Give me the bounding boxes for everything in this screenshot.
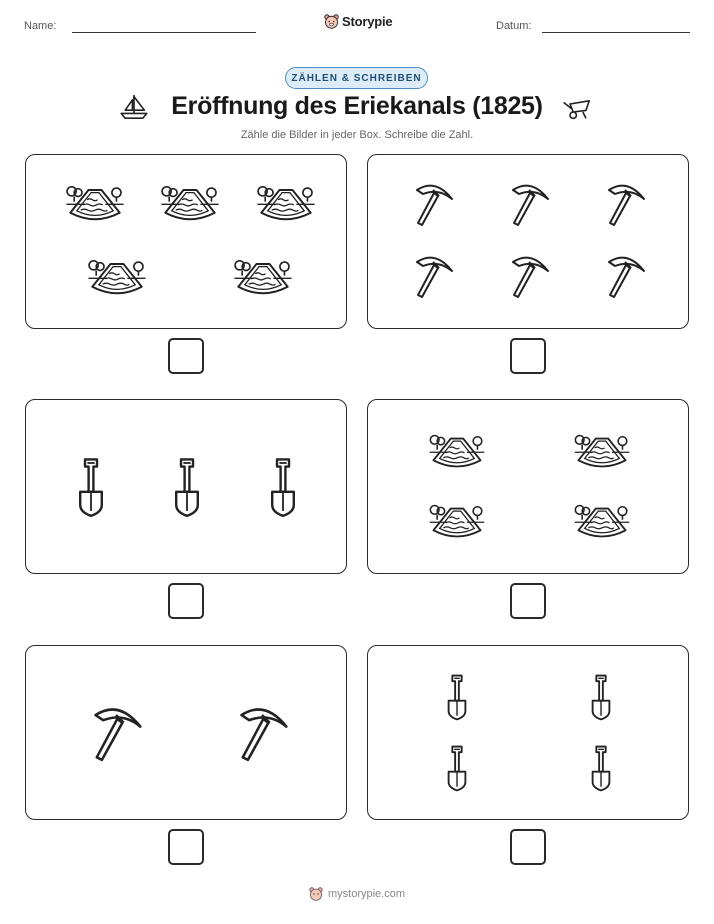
pickaxe-icon — [408, 251, 458, 301]
footer — [0, 887, 714, 901]
canal-icon — [571, 426, 633, 476]
answer-box-3[interactable] — [168, 583, 204, 619]
category-badge: ZÄHLEN & SCHREIBEN — [285, 67, 428, 89]
name-line[interactable] — [72, 32, 256, 33]
canal-icon — [62, 177, 128, 229]
count-box-4 — [367, 399, 689, 574]
answer-box-1[interactable] — [168, 338, 204, 374]
count-box-1 — [25, 154, 347, 329]
answer-box-6[interactable] — [510, 829, 546, 865]
pickaxe-icon — [230, 700, 294, 766]
count-box-6 — [367, 645, 689, 820]
instructions: Zähle die Bilder in jeder Box. Schreibe die Zahl. — [240, 129, 474, 141]
wheelbarrow-icon — [562, 96, 594, 120]
date-line[interactable] — [542, 32, 690, 33]
canal-icon — [253, 177, 319, 229]
count-box-5 — [25, 645, 347, 820]
pickaxe-icon — [504, 251, 554, 301]
bear-icon — [324, 14, 339, 29]
bear-icon — [309, 887, 323, 901]
page-title: Eröffnung des Eriekanals (1825) — [171, 92, 543, 120]
brand-name: Storypie — [342, 14, 393, 29]
canal-icon — [84, 251, 150, 303]
pickaxe-icon — [408, 179, 458, 229]
answer-box-2[interactable] — [510, 338, 546, 374]
date-label: Datum: — [496, 20, 532, 32]
canal-icon — [426, 496, 488, 546]
shovel-icon — [443, 741, 471, 795]
pickaxe-icon — [84, 700, 148, 766]
shovel-icon — [587, 741, 615, 795]
shovel-icon — [587, 670, 615, 724]
pickaxe-icon — [600, 179, 650, 229]
pickaxe-icon — [600, 251, 650, 301]
footer-url[interactable]: mystorypie.com — [327, 888, 406, 900]
name-label: Name: — [24, 20, 57, 32]
answer-box-5[interactable] — [168, 829, 204, 865]
count-box-2 — [367, 154, 689, 329]
shovel-icon — [73, 452, 109, 522]
count-box-3 — [25, 399, 347, 574]
shovel-icon — [169, 452, 205, 522]
shovel-icon — [443, 670, 471, 724]
pickaxe-icon — [504, 179, 554, 229]
canal-icon — [571, 496, 633, 546]
shovel-icon — [265, 452, 301, 522]
canal-icon — [426, 426, 488, 476]
canal-icon — [230, 251, 296, 303]
brand-logo — [324, 14, 392, 29]
canal-icon — [157, 177, 223, 229]
answer-box-4[interactable] — [510, 583, 546, 619]
